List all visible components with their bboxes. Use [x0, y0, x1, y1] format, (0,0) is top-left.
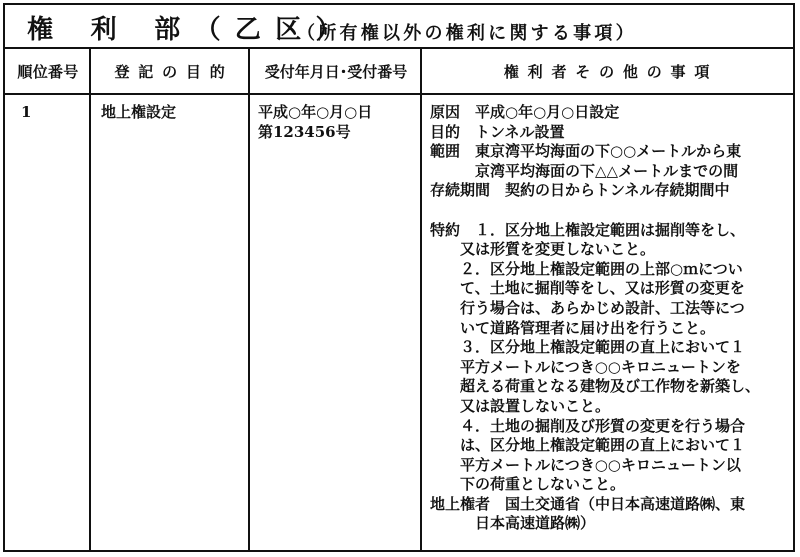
details-line: 特約 １．区分地上権設定範囲は掘削等をし、: [430, 220, 746, 239]
details-line: ４．土地の掘削及び形質の変更を行う場合: [430, 416, 746, 435]
details-line: 地上権者 国土交通省（中日本高速道路㈱、東: [430, 494, 746, 513]
details-line: 原因 平成○年○月○日設定: [430, 103, 620, 121]
entry-purpose: 地上権設定: [101, 103, 177, 121]
details-line: 範囲 東京湾平均海面の下○○メートルから東: [430, 142, 742, 161]
details-line: 日本高速道路㈱）: [430, 514, 596, 533]
details-line: 下の荷重としないこと。: [430, 475, 626, 494]
header-rank-no: 順位番号: [17, 62, 79, 81]
details-line: 京湾平均海面の下△△メートルまでの間: [430, 161, 739, 180]
section-title: 権 利 部（乙区）: [27, 15, 356, 45]
entry-reception-date: 平成○年○月○日: [258, 103, 373, 121]
column-divider: [89, 49, 91, 550]
column-divider: [420, 49, 422, 550]
column-divider: [248, 49, 250, 550]
details-line: 平方メートルにつき○○キロニュートンを: [430, 357, 741, 376]
column-header-row: [5, 49, 793, 95]
details-line: は、区分地上権設定範囲の直上において１: [430, 436, 746, 455]
section-title-row: [5, 5, 793, 49]
details-line: 又は形質を変更しないこと。: [430, 240, 656, 259]
details-line: ２．区分地上権設定範囲の上部○ｍについ: [430, 259, 743, 278]
details-line: 目的 トンネル設置: [430, 122, 565, 141]
details-line: いて道路管理者に届け出を行うこと。: [430, 318, 716, 337]
details-blank-line: [430, 201, 760, 221]
details-line: 行う場合は、あらかじめ設計、工法等につ: [430, 298, 745, 317]
entry-rank-no: 1: [21, 103, 32, 121]
entry-details: [430, 103, 760, 534]
section-subtitle: （所有権以外の権利に関する事項）: [297, 23, 637, 44]
details-line: て、土地に掘削等をし、又は形質の変更を: [430, 279, 745, 298]
details-line: 存続期間 契約の日からトンネル存続期間中: [430, 181, 730, 200]
entry-reception-number: 第123456号: [258, 122, 351, 141]
header-holder-other: 権 利 者 そ の 他 の 事 項: [503, 62, 712, 81]
details-line: 平方メートルにつき○○キロニュートン以: [430, 455, 741, 474]
details-line: 又は設置しないこと。: [430, 396, 611, 415]
header-purpose: 登 記 の 目 的: [114, 62, 227, 81]
registry-table: [3, 3, 795, 552]
details-line: 超える荷重となる建物及び工作物を新築し、: [430, 377, 761, 396]
header-reception: 受付年月日･受付番号: [264, 62, 408, 81]
entry-reception: [258, 103, 372, 142]
details-line: ３．区分地上権設定範囲の直上において１: [430, 338, 746, 357]
